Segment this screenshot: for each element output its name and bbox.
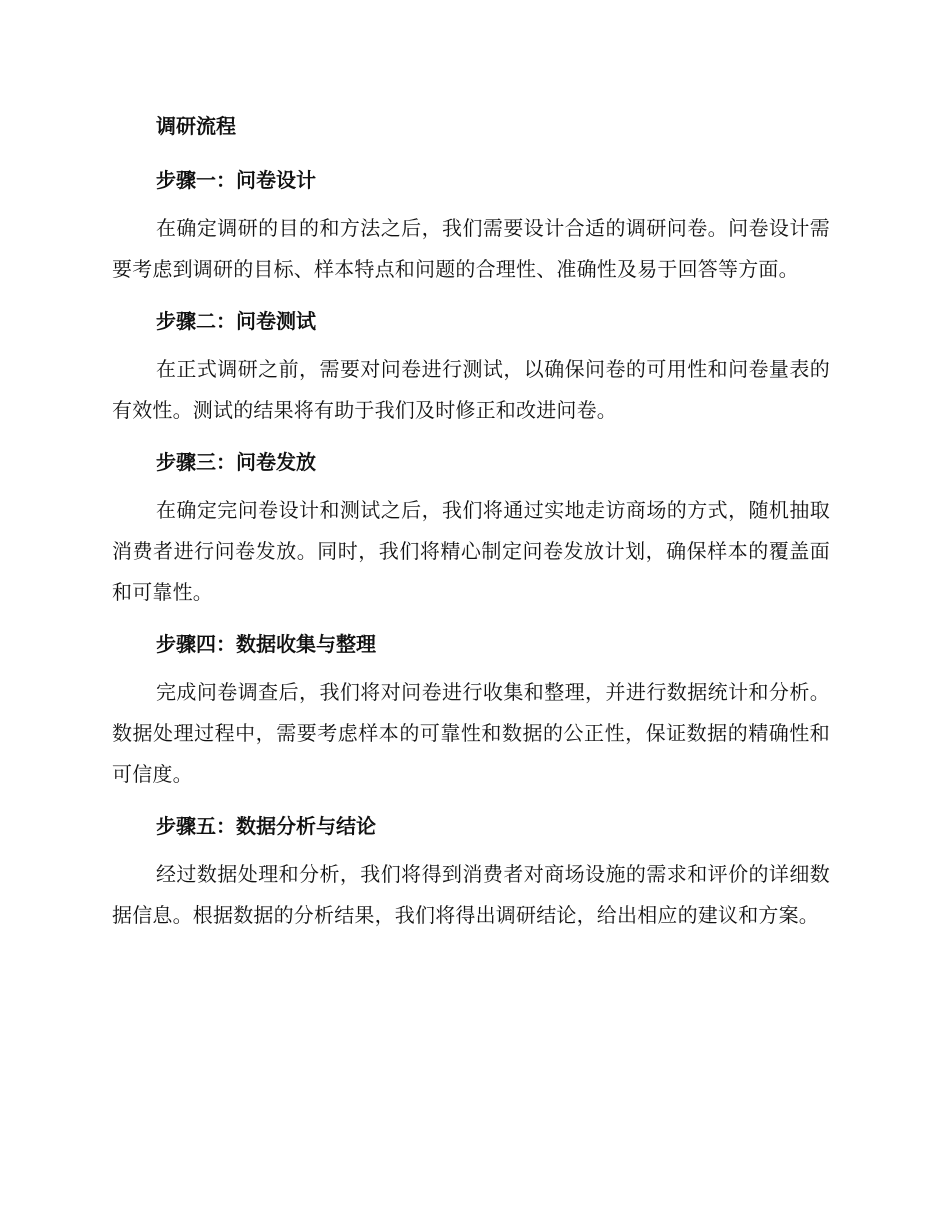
step-2-body: 在正式调研之前，需要对问卷进行测试，以确保问卷的可用性和问卷量表的有效性。测试的结果将有助于我们及时修正和改进问卷。: [112, 357, 830, 422]
step-5-heading: 步骤五：数据分析与结论: [156, 814, 376, 838]
step-1-body: 在确定调研的目的和方法之后，我们需要设计合适的调研问卷。问卷设计需要考虑到调研的目标、样本特点和问题的合理性、准确性及易于回答等方面。: [112, 216, 830, 281]
step-3-heading: 步骤三：问卷发放: [156, 450, 316, 474]
step-3-body: 在确定完问卷设计和测试之后，我们将通过实地走访商场的方式，随机抽取消费者进行问卷发放。同时，我们将精心制定问卷发放计划，确保样本的覆盖面和可靠性。: [112, 498, 830, 604]
step-5-body: 经过数据处理和分析，我们将得到消费者对商场设施的需求和评价的详细数据信息。根据数据的分析结果，我们将得出调研结论，给出相应的建议和方案。: [112, 862, 830, 927]
step-4-heading: 步骤四：数据收集与整理: [156, 632, 376, 656]
step-2-heading: 步骤二：问卷测试: [156, 309, 316, 333]
document-title: 调研流程: [156, 114, 236, 138]
step-1-heading: 步骤一：问卷设计: [156, 168, 316, 192]
document-page: [112, 108, 830, 949]
step-4-body: 完成问卷调查后，我们将对问卷进行收集和整理，并进行数据统计和分析。数据处理过程中，需要考虑样本的可靠性和数据的公正性，保证数据的精确性和可信度。: [112, 680, 830, 786]
